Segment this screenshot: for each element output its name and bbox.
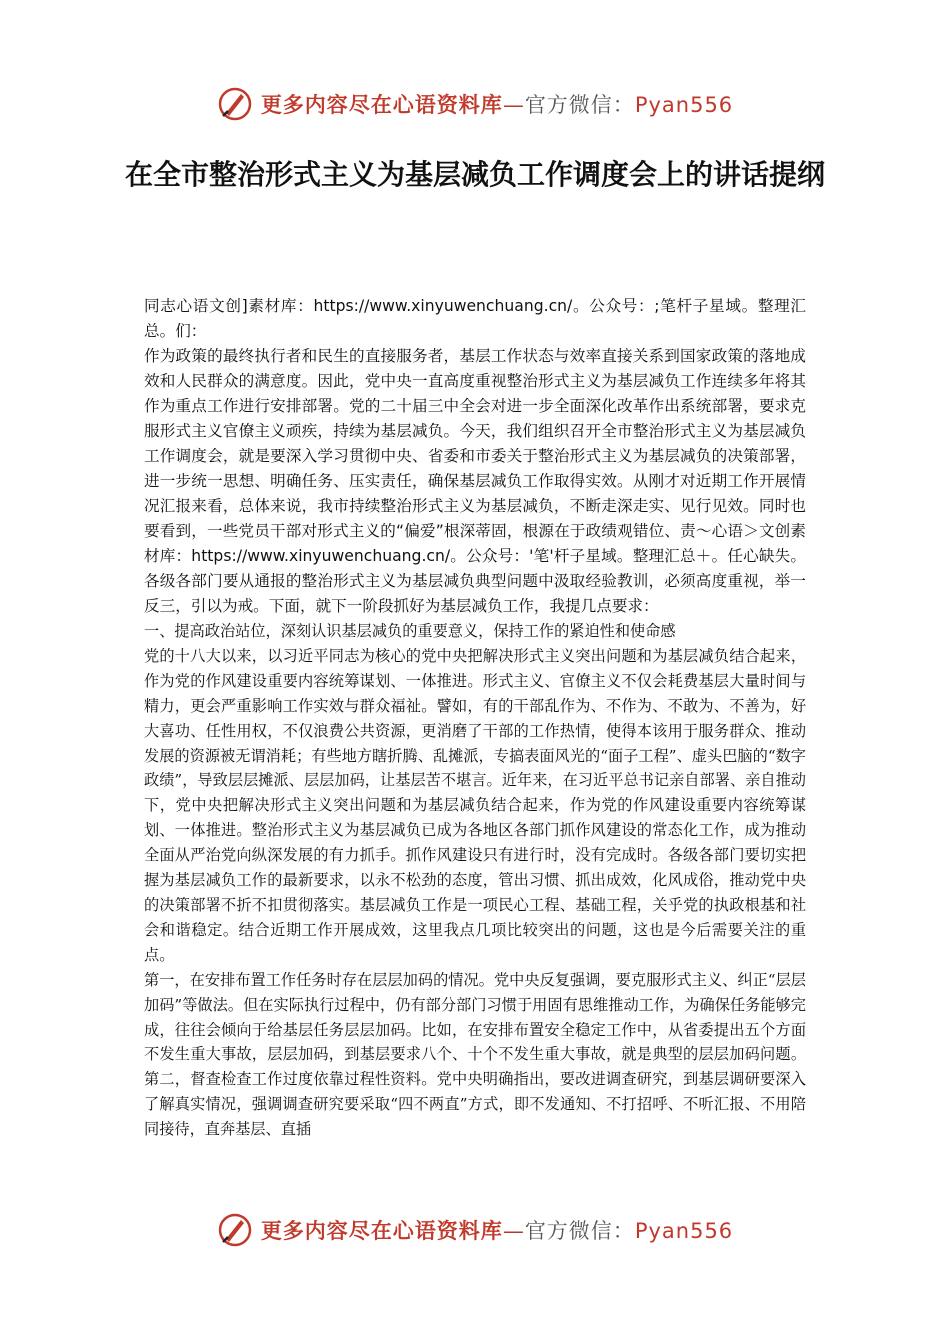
intro-source-paragraph: 同志心语文创]素材库：https://www.xinyuwenchuang.cn/。公众号：;笔杆子星域。整理汇总。们： (144, 297, 806, 340)
banner-wechat-id: Pyan556 (634, 1219, 734, 1243)
document-title: 在全市整治形式主义为基层减负工作调度会上的讲话提纲 (124, 158, 825, 191)
header-banner (0, 82, 950, 126)
banner-slogan: 更多内容尽在心语资料库 (260, 1219, 503, 1243)
section-1-heading: 一、提高政治站位，深刻认识基层减负的重要意义，保持工作的紧迫性和使命感 (144, 622, 676, 640)
quill-logo-icon (217, 86, 253, 122)
banner-separator: — (502, 1219, 525, 1243)
banner-text (261, 89, 733, 119)
quill-logo-icon (217, 1212, 253, 1248)
banner-wechat-label: 官方微信： (524, 93, 635, 117)
document-body (144, 294, 806, 1142)
banner-wechat-id: Pyan556 (634, 93, 734, 117)
banner-separator: — (502, 93, 525, 117)
intro-paragraph: 作为政策的最终执行者和民生的直接服务者，基层工作状态与效率直接关系到国家政策的落地成效和人民群众的满意度。因此，党中央一直高度重视整治形式主义为基层减负工作连续多年将其作为重点工作进行安排部署。党的二十届三中全会对进一步全面深化改革作出系统部署，要求克服形式主义官僚主义顽疾，持续为基层减负。今天，我们组织召开全市整治形式主义为基层减负工作调度会，就是要深入学习贯彻中央、省委和市委关于整治形式主义为基层减负的决策部署，进一步统一思想、明确任务、压实责任，确保基层减负工作取得实效。从刚才对近期工作开展情况汇报来看，总体来说，我市持续整治形式主义为基层减负，不断走深走实、见行见效。同时也要看到，一些党员干部对形式主义的“偏爱”根深蒂固，根源在于政绩观错位、责～心语＞文创素材库：https://www.xinyuwenchuang.cn/。公众号：'笔'杆子星域。整理汇总＋。任心缺失。各级各部门要从通报的整治形式主义为基层减负典型问题中汲取经验教训，必须高度重视，举一反三，引以为戒。下面，就下一阶段抓好为基层减负工作，我提几点要求： (144, 347, 806, 615)
point-1-paragraph: 第一，在安排布置工作任务时存在层层加码的情况。党中央反复强调，要克服形式主义、纠正“层层加码”等做法。但在实际执行过程中，仍有部分部门习惯于用固有思维推动工作，为确保任务能够完成，往往会倾向于给基层任务层层加码。比如，在安排布置安全稳定工作中，从省委提出五个方面不发生重大事故，层层加码，到基层要求八个、十个不发生重大事故，就是典型的层层加码问题。第二，督查检查工作过度依靠过程性资料。党中央明确指出，要改进调查研究，到基层调研要深入了解真实情况，强调调查研究要采取“四不两直”方式，即不发通知、不打招呼、不听汇报、不用陪同接待，直奔基层、直插 (144, 970, 806, 1139)
banner-wechat-label: 官方微信： (524, 1219, 635, 1243)
banner-text (261, 1215, 733, 1245)
section-1-paragraph: 党的十八大以来，以习近平同志为核心的党中央把解决形式主义突出问题和为基层减负结合起来，作为党的作风建设重要内容统筹谋划、一体推进。形式主义、官僚主义不仅会耗费基层大量时间与精力，更会严重影响工作实效与群众福祉。譬如，有的干部乱作为、不作为、不敢为、不善为，好大喜功、任性用权，不仅浪费公共资源，更消磨了干部的工作热情，使得本该用于服务群众、推动发展的资源被无谓消耗；有些地方瞎折腾、乱摊派，专搞表面风光的“面子工程”、虚头巴脑的“数字政绩”，导致层层摊派、层层加码，让基层苦不堪言。近年来，在习近平总书记亲自部署、亲自推动下，党中央把解决形式主义突出问题和为基层减负结合起来，作为党的作风建设重要内容统筹谋划、一体推进。整治形式主义为基层减负已成为各地区各部门抓作风建设的常态化工作，成为推动全面从严治党向纵深发展的有力抓手。抓作风建设只有进行时，没有完成时。各级各部门要切实把握为基层减负工作的最新要求，以永不松劲的态度，管出习惯、抓出成效，化风成俗，推动党中央的决策部署不折不扣贯彻落实。基层减负工作是一项民心工程、基础工程，关乎党的执政根基和社会和谐稳定。结合近期工作开展成效，这里我点几项比较突出的问题，这也是今后需要关注的重点。 (144, 646, 806, 964)
footer-banner (0, 1208, 950, 1252)
banner-slogan: 更多内容尽在心语资料库 (260, 93, 503, 117)
